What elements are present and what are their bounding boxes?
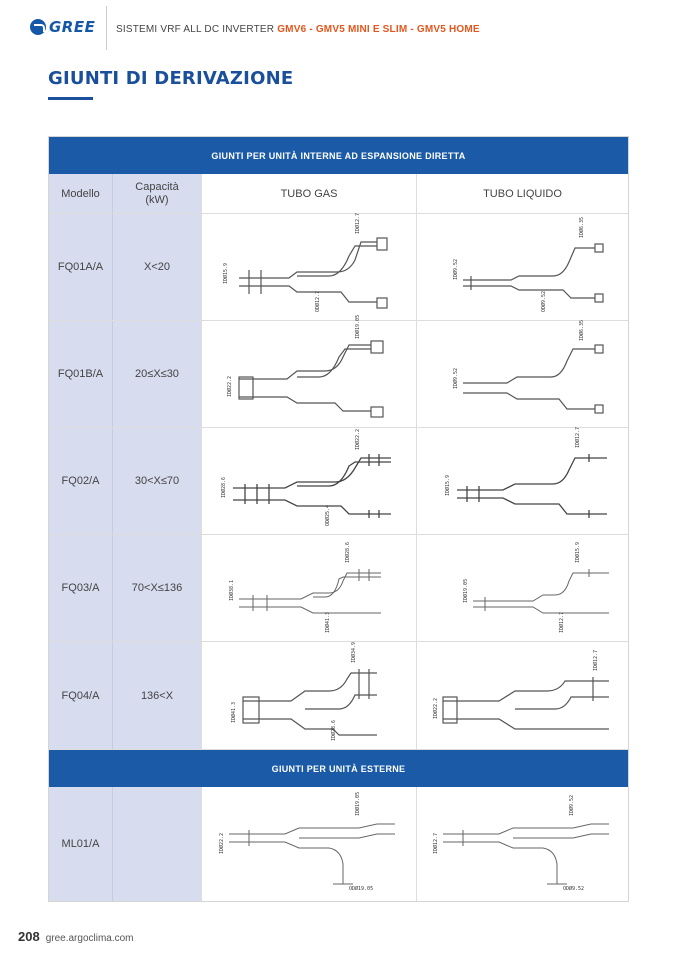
liquid-pipe-drawing-cell — [416, 642, 628, 749]
svg-text:IDØ9.52: IDØ9.52 — [452, 367, 459, 389]
table-row — [49, 428, 628, 535]
logo-text: GREE — [49, 18, 96, 36]
svg-text:IDØ41.3: IDØ41.3 — [231, 701, 237, 723]
svg-text:IDØ6.35: IDØ6.35 — [578, 319, 585, 341]
liquid-pipe-drawing-cell — [416, 321, 628, 427]
svg-text:IDØ28.6: IDØ28.6 — [221, 476, 227, 498]
svg-text:IDØ22.2: IDØ22.2 — [355, 428, 361, 450]
gas-pipe-drawing-cell — [201, 535, 416, 641]
column-header-gas: TUBO GAS — [201, 174, 416, 213]
model-cell: FQ01A/A — [49, 214, 113, 320]
svg-text:IDØ19.05: IDØ19.05 — [355, 791, 361, 816]
capacity-cell: X<20 — [113, 214, 201, 320]
gas-pipe-drawing-cell — [201, 214, 416, 320]
website-link[interactable]: gree.argoclima.com — [45, 933, 134, 944]
gas-pipe-drawing — [209, 541, 409, 635]
model-cell: FQ01B/A — [49, 321, 113, 427]
svg-text:IDØ19.05: IDØ19.05 — [355, 314, 361, 339]
svg-text:IDØ22.2: IDØ22.2 — [219, 832, 225, 854]
page-header — [0, 0, 678, 55]
gree-logo-icon — [30, 19, 46, 35]
svg-text:ODØ19.05: ODØ19.05 — [349, 886, 374, 892]
svg-text:IDØ6.35: IDØ6.35 — [578, 216, 585, 238]
capacity-cell: 70<X≤136 — [113, 535, 201, 641]
svg-text:ODØ25.4: ODØ25.4 — [325, 504, 331, 526]
table-row — [49, 535, 628, 642]
gas-pipe-drawing-cell — [201, 642, 416, 749]
gree-logo — [30, 18, 95, 36]
page-footer — [18, 929, 134, 944]
svg-text:IDØ12.7: IDØ12.7 — [574, 426, 581, 448]
capacity-cell: 30<X≤70 — [113, 428, 201, 534]
model-cell: FQ04/A — [49, 642, 113, 749]
svg-text:IDØ15.9: IDØ15.9 — [223, 262, 229, 284]
svg-text:ODØ12.7: ODØ12.7 — [315, 290, 321, 312]
liquid-pipe-drawing — [423, 426, 623, 528]
svg-text:IDØ34.9: IDØ34.9 — [351, 641, 357, 663]
svg-text:IDØ9.52: IDØ9.52 — [452, 258, 459, 280]
svg-text:IDØ41.3: IDØ41.3 — [325, 611, 331, 633]
svg-text:IDØ15.9: IDØ15.9 — [574, 541, 581, 563]
capacity-label: Capacità — [135, 180, 179, 193]
model-cell: FQ02/A — [49, 428, 113, 534]
liquid-pipe-drawing-cell — [416, 787, 628, 901]
svg-text:IDØ22.2: IDØ22.2 — [432, 697, 439, 719]
series-highlight: GMV6 - GMV5 MINI E SLIM - GMV5 HOME — [277, 24, 480, 35]
liquid-pipe-drawing — [423, 319, 623, 421]
header-divider — [106, 6, 107, 50]
svg-text:IDØ12.7: IDØ12.7 — [592, 649, 599, 671]
svg-text:IDØ12.7: IDØ12.7 — [558, 611, 565, 633]
model-cell: FQ03/A — [49, 535, 113, 641]
capacity-cell: 20≤X≤30 — [113, 321, 201, 427]
column-header-model: Modello — [49, 174, 113, 213]
table-row — [49, 314, 628, 428]
table-row — [49, 787, 628, 901]
gas-pipe-drawing — [209, 314, 409, 421]
capacity-unit: (kW) — [145, 193, 169, 206]
svg-text:IDØ38.1: IDØ38.1 — [229, 579, 235, 601]
svg-text:IDØ12.7: IDØ12.7 — [355, 212, 361, 234]
model-cell: ML01/A — [49, 787, 113, 901]
title-underline — [48, 97, 93, 100]
svg-text:IDØ12.7: IDØ12.7 — [432, 832, 439, 854]
gas-pipe-drawing-cell — [201, 787, 416, 901]
svg-text:IDØ28.6: IDØ28.6 — [345, 541, 351, 563]
svg-text:ODØ9.52: ODØ9.52 — [540, 290, 547, 312]
branch-joints-table — [48, 136, 629, 902]
column-header-capacity — [113, 174, 201, 213]
liquid-pipe-drawing-cell — [416, 535, 628, 641]
svg-text:IDØ22.2: IDØ22.2 — [227, 375, 233, 397]
column-header-liquid: TUBO LIQUIDO — [416, 174, 628, 213]
svg-text:IDØ19.05: IDØ19.05 — [462, 578, 469, 603]
liquid-pipe-drawing-cell — [416, 428, 628, 534]
capacity-cell — [113, 787, 201, 901]
page-title: GIUNTI DI DERIVAZIONE — [48, 68, 294, 89]
series-prefix: SISTEMI VRF ALL DC INVERTER — [116, 24, 278, 35]
page-number: 208 — [18, 929, 40, 944]
table-header-row — [49, 174, 628, 214]
gas-pipe-drawing-cell — [201, 314, 416, 427]
section-band-outdoor: GIUNTI PER UNITÀ ESTERNE — [49, 750, 628, 787]
liquid-pipe-drawing — [423, 649, 623, 743]
gas-pipe-drawing — [209, 212, 409, 314]
gas-pipe-drawing — [209, 641, 409, 743]
svg-text:IDØ15.9: IDØ15.9 — [444, 474, 451, 496]
gas-pipe-drawing-cell — [201, 428, 416, 534]
table-row — [49, 642, 628, 750]
liquid-pipe-drawing — [423, 216, 623, 314]
liquid-pipe-drawing — [423, 794, 623, 894]
table-row — [49, 214, 628, 321]
svg-text:IDØ9.52: IDØ9.52 — [568, 794, 575, 816]
liquid-pipe-drawing — [423, 541, 623, 635]
section-band-indoor: GIUNTI PER UNITÀ INTERNE AD ESPANSIONE DIRETTA — [49, 137, 628, 174]
liquid-pipe-drawing-cell — [416, 214, 628, 320]
svg-text:ODØ9.52: ODØ9.52 — [562, 886, 584, 892]
series-title — [116, 24, 480, 35]
gas-pipe-drawing — [209, 428, 409, 528]
svg-text:IDØ28.6: IDØ28.6 — [331, 719, 337, 741]
capacity-cell: 136<X — [113, 642, 201, 749]
gas-pipe-drawing — [209, 791, 409, 894]
